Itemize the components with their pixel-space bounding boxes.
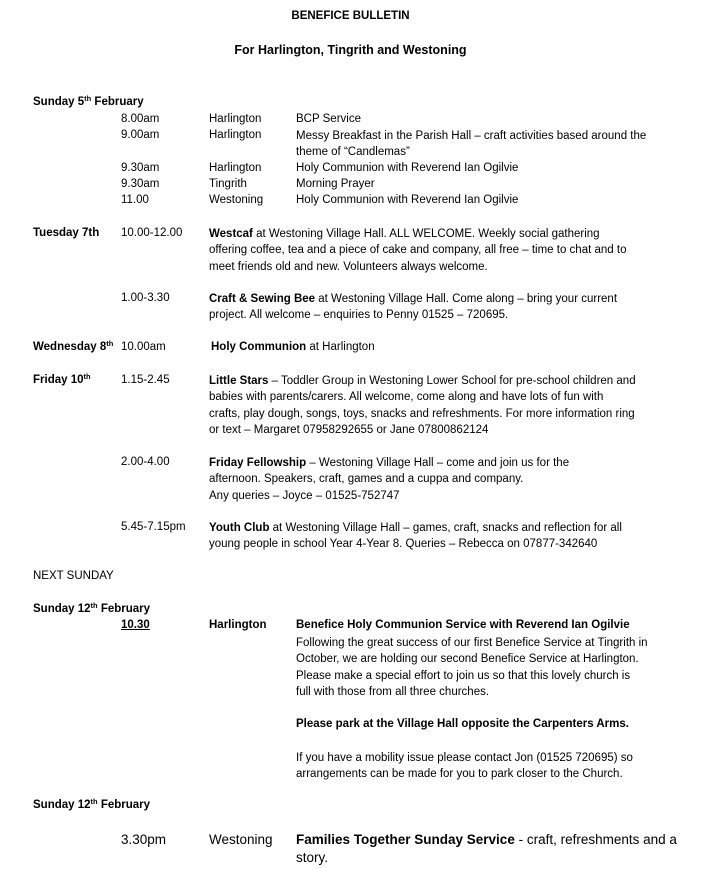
- event-time: 1.15-2.45: [121, 374, 170, 386]
- event-time: 10.30: [121, 619, 150, 631]
- service-place: Harlington: [209, 129, 262, 141]
- service-place: Harlington: [209, 162, 262, 174]
- friday-fellowship-event: Friday Fellowship – Westoning Village Hall – come and join us for the afternoon. Speakers, craft, games and a cuppa and company. Any queries – Joyce – 01525-752747: [209, 457, 570, 502]
- westcaf-event: Westcaf at Westoning Village Hall. ALL WELCOME. Weekly social gathering offering coffee, tea and a piece of cake and company, all free – time to chat and to meet friends old and new. Volunteers always welcome.: [209, 228, 627, 273]
- service-desc: BCP Service: [296, 113, 361, 125]
- friday-heading: Friday 10th: [33, 372, 91, 386]
- service-place: Tingrith: [209, 178, 247, 190]
- sunday-12-heading: Sunday 12th February: [33, 601, 151, 615]
- holy-communion-event: Holy Communion at Harlington: [211, 341, 375, 353]
- service-desc: Messy Breakfast in the Parish Hall – craft activities based around the theme of “Candlemas”: [296, 130, 647, 159]
- craft-sewing-event: Craft & Sewing Bee at Westoning Village Hall. Come along – bring your current project. All welcome – enquiries to Penny 01525 – 720695.: [209, 293, 618, 322]
- mobility-notice: If you have a mobility issue please contact Jon (01525 720695) so arrangements can be made for you to park closer to the Church.: [296, 752, 633, 781]
- little-stars-event: Little Stars – Toddler Group in Westoning Lower School for pre-school children and babies with parents/carers. All welcome, come along and have lots of fun with crafts, play dough, songs, toys, snacks and refreshments. For more information ring or text – Margaret 07958292655 or Jane 07800862124: [209, 375, 636, 436]
- service-desc: Morning Prayer: [296, 178, 375, 190]
- service-time: 8.00am: [121, 113, 160, 125]
- bulletin-subtitle: For Harlington, Tingrith and Westoning: [234, 43, 467, 57]
- sunday-5-heading: Sunday 5th February: [33, 94, 144, 108]
- event-time: 10.00am: [121, 341, 166, 353]
- event-time: 5.45-7.15pm: [121, 521, 186, 533]
- service-time: 9.30am: [121, 162, 160, 174]
- service-desc: Holy Communion with Reverend Ian Ogilvie: [296, 194, 519, 206]
- service-time: 9.30am: [121, 178, 160, 190]
- wednesday-heading: Wednesday 8th: [33, 339, 114, 353]
- event-time: 10.00-12.00: [121, 227, 183, 239]
- event-time: 2.00-4.00: [121, 456, 170, 468]
- youth-club-event: Youth Club at Westoning Village Hall – games, craft, snacks and reflection for all young people in school Year 4-Year 8. Queries – Rebecca on 07877-342640: [209, 522, 622, 551]
- families-service: Families Together Sunday Service - craft, refreshments and a story.: [296, 832, 677, 865]
- benefice-service-text: Following the great success of our first Benefice Service at Tingrith in October, we are holding our second Benefice Service at Harlington. Please make a special effort to join us so that this lovely church is full with those from all three churches.: [296, 637, 648, 698]
- event-place: Westoning: [209, 832, 273, 847]
- benefice-service-heading: Benefice Holy Communion Service with Reverend Ian Ogilvie: [296, 619, 630, 631]
- tuesday-heading: Tuesday 7th: [33, 227, 100, 239]
- event-place: Harlington: [209, 619, 267, 631]
- event-time: 3.30pm: [121, 832, 167, 847]
- sunday-12-heading: Sunday 12th February: [33, 797, 151, 811]
- service-time: 9.00am: [121, 129, 160, 141]
- bulletin-title: BENEFICE BULLETIN: [291, 10, 410, 22]
- parking-notice: Please park at the Village Hall opposite the Carpenters Arms.: [296, 718, 629, 730]
- event-time: 1.00-3.30: [121, 292, 170, 304]
- service-place: Harlington: [209, 113, 262, 125]
- next-sunday-label: NEXT SUNDAY: [33, 570, 114, 582]
- service-time: 11.00: [121, 194, 149, 206]
- service-place: Westoning: [209, 194, 264, 206]
- service-desc: Holy Communion with Reverend Ian Ogilvie: [296, 162, 519, 174]
